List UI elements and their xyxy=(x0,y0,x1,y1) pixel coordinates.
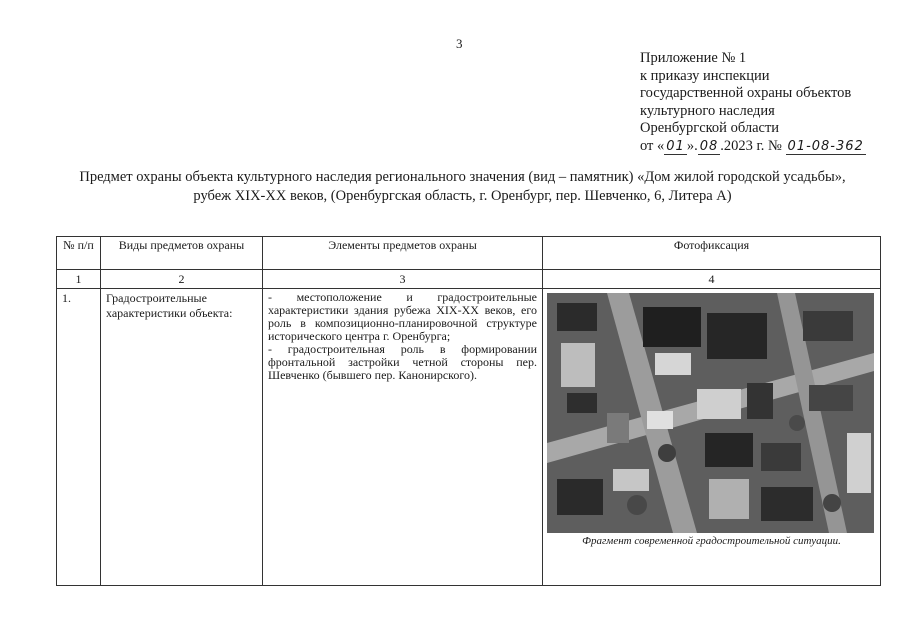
appendix-line: Приложение № 1 xyxy=(640,50,747,66)
date-prefix: от « xyxy=(640,137,665,154)
appendix-line: государственной охраны объектов xyxy=(640,85,852,102)
order-date-line xyxy=(640,138,866,156)
appendix-line: Оренбургской области xyxy=(640,120,780,137)
protection-type: Градостроительные характеристики объекта: xyxy=(101,289,263,586)
column-number: 1 xyxy=(57,270,101,289)
appendix-block xyxy=(640,50,866,156)
appendix-line: культурного наследия xyxy=(640,102,775,119)
handwritten-order-number: 01-08-362 xyxy=(787,138,864,154)
appendix-line: к приказу инспекции xyxy=(640,67,770,84)
page-number: 3 xyxy=(456,36,463,51)
element-item: - местоположение и градостроительные характеристики здания рубежа XIX-XX веков, его роль в композиционно-планировочной структуре исторического центра г. Оренбурга; xyxy=(268,290,537,343)
aerial-photo-image xyxy=(547,293,874,533)
handwritten-day: 01 xyxy=(666,138,685,154)
photo-cell xyxy=(543,289,881,586)
title-line: Предмет охраны объекта культурного наследия регионального значения (вид – памятник) «Дом жилой городской усадьбы», xyxy=(79,169,846,185)
date-suffix: .2023 г. № xyxy=(720,137,782,154)
protection-subject-table xyxy=(56,236,881,586)
element-item: - градостроительная роль в формировании фронтальной застройки четной стороны пер. Шевченко (бывшего пер. Канонирского). xyxy=(268,342,537,382)
header-cell-types: Виды предметов охраны xyxy=(101,237,263,270)
row-number: 1. xyxy=(57,289,101,586)
protection-elements xyxy=(263,289,543,586)
column-number: 2 xyxy=(101,270,263,289)
table-header-row xyxy=(57,237,881,270)
document-title xyxy=(40,168,885,206)
column-number: 3 xyxy=(263,270,543,289)
date-mid: ». xyxy=(686,137,698,154)
photo-caption: Фрагмент современной градостроительной ситуации. xyxy=(582,535,841,547)
column-number-row xyxy=(57,270,881,289)
table-row xyxy=(57,289,881,586)
handwritten-month: 08 xyxy=(699,138,719,154)
header-cell-number: № п/п xyxy=(57,237,101,270)
title-line: рубеж XIX-XX веков, (Оренбургская область, г. Оренбург, пер. Шевченко, 6, Литера А) xyxy=(193,188,732,204)
column-number: 4 xyxy=(543,270,881,289)
header-cell-elements: Элементы предметов охраны xyxy=(263,237,543,270)
header-cell-photo: Фотофиксация xyxy=(543,237,881,270)
